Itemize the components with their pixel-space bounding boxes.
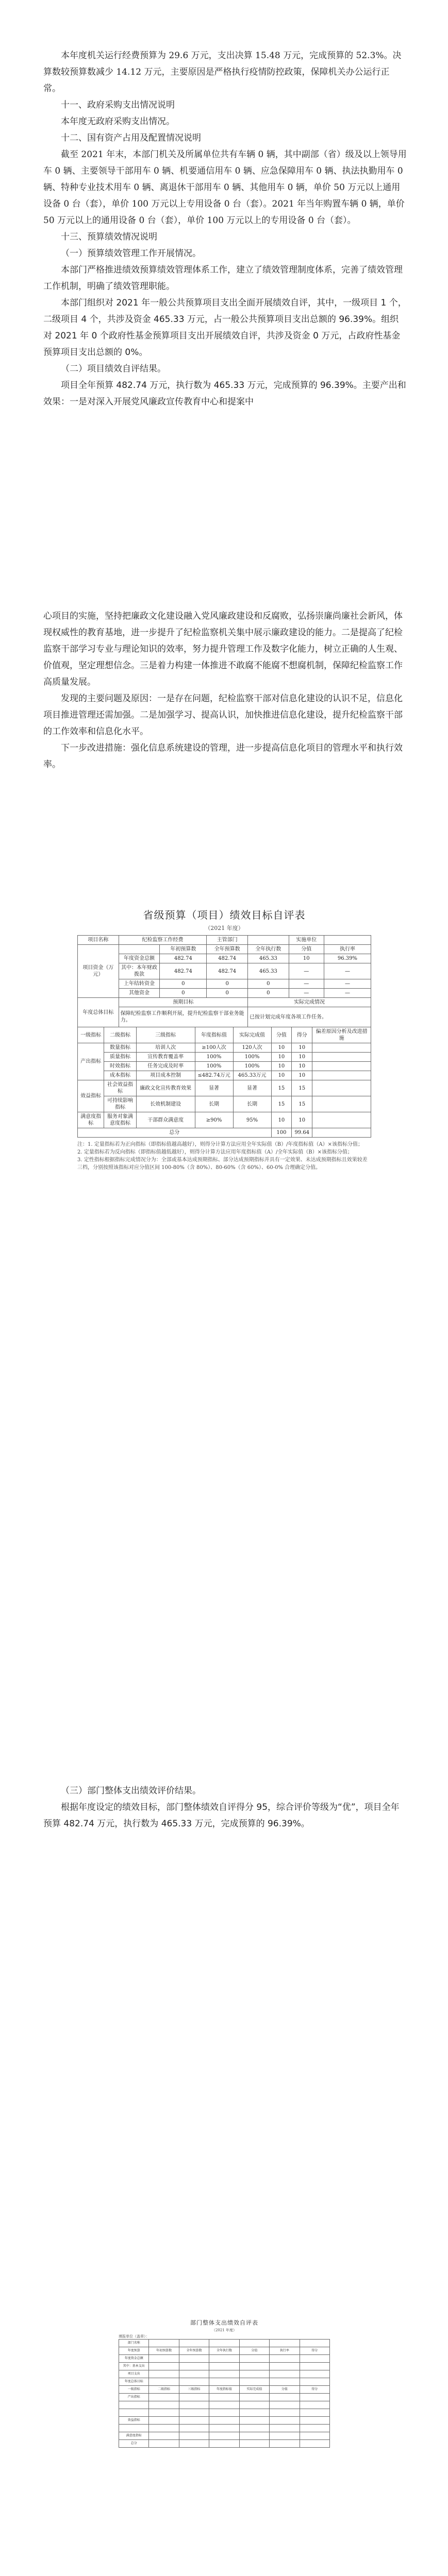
table-cell: 482.74	[160, 963, 207, 979]
page-gap	[31, 482, 417, 590]
table-cell: 得分	[300, 2386, 329, 2394]
table-cell: 10	[292, 1053, 312, 1062]
table-cell: 执行率	[324, 945, 371, 954]
table-row	[78, 1128, 371, 1138]
table-cell	[119, 2409, 149, 2417]
table-cell: 15	[271, 1080, 292, 1096]
table-cell: 廉政文化宣传教育效果	[136, 1080, 195, 1096]
table-cell	[312, 1080, 371, 1096]
table-cell: 总分	[78, 1128, 272, 1138]
table-cell: 二级指标	[104, 1027, 137, 1043]
heading: （一）预算绩效管理工作开展情况。	[61, 248, 201, 259]
table-subtitle: （2021 年度）	[211, 2328, 237, 2332]
heading: （二）项目绩效自评结果。	[61, 364, 166, 374]
table-cell	[312, 1043, 371, 1053]
table-cell: 10	[271, 1062, 292, 1071]
table-cell: 项目资金（万元）	[78, 945, 119, 998]
table-cell: 可持续影响指标	[104, 1096, 137, 1112]
table-cell: —	[324, 989, 371, 998]
table-cell	[119, 945, 160, 954]
table-cell	[312, 1128, 371, 1138]
table-cell	[300, 2409, 329, 2417]
table-cell: 100%	[195, 1062, 233, 1071]
table-cell	[209, 2394, 239, 2401]
table-cell: 482.74	[207, 954, 248, 963]
table-row	[119, 2440, 330, 2448]
table-row	[119, 2378, 330, 2386]
paragraph: 下一步改进措施：强化信息系统建设的管理，进一步提高信息化项目的管理水平和执行效率。	[43, 743, 403, 770]
table-cell	[312, 1096, 371, 1112]
table-cell	[300, 2425, 329, 2432]
table-note: 3. 定性指标根据指标完成情况分为：全部或基本达成预期指标、部分达成预期指标并具有一定效果、未达成预期指标且效果较差三档，分别按照该指标对应分值区间 100-80%（含 80%）、80-60%（含 60%）、60-0% 合理确定分值。	[77, 1157, 368, 1171]
table-cell: 已按计划完成年度各项工作任务。	[248, 1007, 371, 1027]
table-row	[78, 954, 371, 963]
table-cell: 实际完成情况	[248, 998, 371, 1007]
table-cell: 服务对象满意度指标	[104, 1112, 137, 1128]
table-cell: 其中：基本支出	[119, 2363, 149, 2370]
table-cell	[179, 2370, 209, 2378]
table-cell	[300, 2440, 329, 2448]
table-cell: 三级指标	[179, 2386, 209, 2394]
table-row	[78, 1112, 371, 1128]
table-cell: 全年预算数	[179, 2347, 209, 2355]
table-cell: 15	[292, 1096, 312, 1112]
table-cell: 二级指标	[149, 2386, 179, 2394]
table-cell: 0	[207, 989, 248, 998]
table-cell: 长效机制建设	[136, 1096, 195, 1112]
paragraph: 本部门严格推进绩效预算绩效管理体系工作，建立了绩效管理制度体系，完善了绩效管理工作机制，明确了绩效管理职能。	[43, 265, 403, 292]
table-cell	[300, 2432, 329, 2440]
table-cell: 其他资金	[119, 989, 160, 998]
table-cell	[270, 2401, 300, 2409]
table-cell	[149, 2340, 179, 2347]
table-row	[119, 2386, 330, 2394]
table-cell: 实际完成值	[233, 1027, 271, 1043]
table-cell	[149, 2409, 179, 2417]
table-cell	[149, 2363, 179, 2370]
table-row	[78, 998, 371, 1007]
table-row	[119, 2363, 330, 2370]
table-cell	[300, 2370, 329, 2378]
table-cell: 任务完成及时率	[136, 1062, 195, 1071]
table-cell	[149, 2432, 179, 2440]
table-cell	[179, 2432, 209, 2440]
table-cell: 96.39%	[324, 954, 371, 963]
table-cell: 100%	[233, 1053, 271, 1062]
table-row	[78, 1096, 371, 1112]
paragraph: 发现的主要问题及原因：一是存在问题，纪检监察干部对信息化建设的认识不足，信息化项目推进管理还需加强。二是加强学习、提高认识，加快推进信息化建设，提升纪检监察干部的工作效率和信息化水平。	[43, 693, 403, 737]
table-cell: 得分	[300, 2347, 329, 2355]
table-cell	[239, 2394, 269, 2401]
table-row	[78, 979, 371, 989]
table-cell: 10	[292, 1043, 312, 1053]
table-cell: 保障纪检监察工作顺利开展，提升纪检监察干部业务能力。	[119, 1007, 247, 1027]
table-cell	[239, 2378, 269, 2386]
table-cell: 10	[271, 1071, 292, 1080]
table-cell: 全年执行数	[209, 2347, 239, 2355]
table-cell	[270, 2417, 300, 2425]
table-cell: 465.33	[248, 963, 289, 979]
table-cell: 10	[271, 1053, 292, 1062]
table-cell: 0	[160, 979, 207, 989]
table-cell: 项目名称	[78, 936, 119, 945]
table-cell	[209, 2370, 239, 2378]
table-cell: 10	[292, 1071, 312, 1080]
heading: 十二、国有资产占用及配置情况说明	[61, 133, 201, 143]
table-cell: 数量指标	[104, 1043, 137, 1053]
paragraph: 心项目的实施，坚持把廉政文化建设融入党风廉政建设和反腐败，弘扬崇廉尚廉社会新风，体现权威性的教育基地，进一步提升了纪检监察机关集中展示廉政建设的能力。二是提高了纪检监察干部学习专业与理论知识的效率，努力提升管理工作及数字化能力，树立正确的人生观、价值观，坚定理想信念。三是着力构建一体推进不敢腐不能腐不想腐机制，保障纪检监察工作高质量发展。	[43, 611, 403, 687]
performance-table-1	[77, 907, 371, 1172]
table-cell	[300, 2340, 329, 2347]
table-cell	[312, 1053, 371, 1062]
table-cell: 纪检监察工作经费	[119, 936, 207, 945]
table-cell: 一级指标	[78, 1027, 104, 1043]
table-cell: 实际完成值	[239, 2386, 269, 2394]
table-row	[119, 2401, 330, 2409]
table-cell: 482.74	[207, 963, 248, 979]
table-cell: 总分	[119, 2440, 149, 2448]
table-cell	[149, 2378, 179, 2386]
table-cell: 95%	[233, 1112, 271, 1128]
table-cell	[270, 2370, 300, 2378]
table-cell	[270, 2440, 300, 2448]
table-cell: 年度总体目标	[78, 998, 119, 1027]
table-cell	[239, 2370, 269, 2378]
table-cell: 显著	[233, 1080, 271, 1096]
table	[77, 935, 371, 1027]
table-cell: 产出指标	[78, 1043, 104, 1080]
table-cell: 分值	[289, 945, 324, 954]
table-row	[119, 2340, 330, 2347]
table-cell	[149, 2370, 179, 2378]
table-cell: 显著	[195, 1080, 233, 1096]
table-cell: ≥90%	[195, 1112, 233, 1128]
table-cell: 预期目标	[119, 998, 247, 1007]
table-cell	[209, 2355, 239, 2363]
table-cell	[239, 2417, 269, 2425]
table-cell	[270, 2340, 300, 2347]
table-cell: 10	[292, 1112, 312, 1128]
table-cell	[179, 2394, 209, 2401]
table-cell: 偏差原因分析及改进措施	[312, 1027, 371, 1043]
table-cell	[239, 2409, 269, 2417]
table-cell: 0	[248, 989, 289, 998]
table-cell: 社会效益指标	[104, 1080, 137, 1096]
table-cell	[149, 2425, 179, 2432]
table-cell: 0	[160, 989, 207, 998]
table-cell: —	[324, 963, 371, 979]
table-cell	[300, 2394, 329, 2401]
table-cell: 长期	[195, 1096, 233, 1112]
table-cell: 年度指标值	[209, 2386, 239, 2394]
table-cell: 年度资金总额	[119, 954, 160, 963]
table-cell: 0	[207, 979, 248, 989]
table-title: 部门整体支出绩效自评表	[190, 2319, 258, 2326]
table-cell: 长期	[233, 1096, 271, 1112]
table-cell	[149, 2401, 179, 2409]
table-cell	[209, 2417, 239, 2425]
table-cell	[179, 2440, 209, 2448]
table-cell	[239, 2440, 269, 2448]
table-cell: —	[289, 963, 324, 979]
text-block-1	[43, 47, 407, 410]
table-cell: 得分	[292, 1027, 312, 1043]
table-cell: 年初预算数	[149, 2347, 179, 2355]
table-cell: ≥100人次	[195, 1043, 233, 1053]
table-cell	[300, 2378, 329, 2386]
table-cell: 15	[292, 1080, 312, 1096]
table-subtitle: （2021 年度）	[205, 925, 244, 931]
table-row	[78, 945, 371, 954]
table-cell	[179, 2401, 209, 2409]
table-cell: 上年结转资金	[119, 979, 160, 989]
table-cell: 项目支出	[119, 2370, 149, 2378]
table-cell	[270, 2378, 300, 2386]
table-cell	[270, 2409, 300, 2417]
table-cell	[179, 2363, 209, 2370]
table-cell	[300, 2417, 329, 2425]
table-row	[119, 2417, 330, 2425]
table-cell: 其中：本年财政拨款	[119, 963, 160, 979]
table-cell	[209, 2432, 239, 2440]
table-cell	[179, 2417, 209, 2425]
table-cell	[300, 2401, 329, 2409]
table-note: 2. 定量指标若为反向指标（即指标值越低越好），则得分计算方法应用年度指标值（A）/全年实际值（B）×该指标分值；	[77, 1149, 353, 1155]
table-cell	[239, 2363, 269, 2370]
paragraph: 本年度机关运行经费预算为 29.6 万元，支出决算 15.48 万元，完成预算的 52.3%。决算数较预算数减少 14.12 万元，主要原因是严格执行疫情防控政策，保障机关办公运行正常。	[43, 50, 402, 94]
table-cell: 分值	[270, 2386, 300, 2394]
table-cell: 年度指标值	[195, 1027, 233, 1043]
table-cell: 年度总体目标	[119, 2378, 149, 2386]
table-row	[119, 2370, 330, 2378]
table-cell	[239, 2355, 269, 2363]
table-cell: 部门名称	[119, 2340, 149, 2347]
text-block-2	[43, 608, 407, 773]
table-cell: 0	[248, 979, 289, 989]
table-cell	[270, 2425, 300, 2432]
table-cell	[119, 2425, 149, 2432]
table-row	[78, 1053, 371, 1062]
table-cell	[209, 2340, 239, 2347]
table-cell: 三级指标	[136, 1027, 195, 1043]
table-cell	[300, 2355, 329, 2363]
table-cell: 465.33	[248, 954, 289, 963]
table-cell: 全年执行数	[248, 945, 289, 954]
table-cell	[209, 2440, 239, 2448]
table-row	[119, 2347, 330, 2355]
table-row	[119, 2432, 330, 2440]
paragraph: 项目全年预算 482.74 万元，执行数为 465.33 万元，完成预算的 96.39%。主要产出和效果：一是对深入开展党风廉政宣传教育中心和提案中	[43, 380, 406, 407]
table-cell	[239, 2340, 269, 2347]
table-cell: 99.64	[292, 1128, 312, 1138]
table-cell	[270, 2363, 300, 2370]
table-cell: 15	[271, 1096, 292, 1112]
table-row	[78, 936, 371, 945]
table-cell: 分值	[239, 2347, 269, 2355]
table-unit-line: 填报单位（盖章）：	[119, 2334, 150, 2338]
table-cell: 宣传教育覆盖率	[136, 1053, 195, 1062]
table-cell: —	[324, 979, 371, 989]
table-cell	[270, 2432, 300, 2440]
table-cell	[239, 2401, 269, 2409]
heading: （三）部门整体支出绩效评价结果。	[61, 1786, 201, 1796]
table-cell: 干部群众满意度	[136, 1112, 195, 1128]
table-cell: 120人次	[233, 1043, 271, 1053]
table-cell: 时效指标	[104, 1062, 137, 1071]
table-cell: 质量指标	[104, 1053, 137, 1062]
table	[77, 1027, 371, 1138]
table-cell: 10	[292, 1062, 312, 1071]
performance-table-2	[119, 2318, 330, 2448]
table-row	[78, 1027, 371, 1043]
table-row	[78, 1080, 371, 1096]
table-cell: 年初预算数	[160, 945, 207, 954]
table-cell: 全年预算数	[207, 945, 248, 954]
table-cell: 100	[271, 1128, 292, 1138]
heading: 十三、预算绩效情况说明	[61, 232, 157, 242]
table-row	[78, 1062, 371, 1071]
table	[119, 2339, 330, 2448]
table-row	[78, 963, 371, 979]
table-cell: —	[289, 989, 324, 998]
table-cell: 465.33万元	[233, 1071, 271, 1080]
text-block-3	[43, 1783, 407, 1832]
table-cell: 一级指标	[119, 2386, 149, 2394]
paragraph: 根据年度设定的绩效目标，部门整体绩效自评得分 95，综合评价等级为“优”，项目全年预算 482.74 万元，执行数为 465.33 万元，完成预算的 96.39%。	[43, 1802, 400, 1829]
paragraph: 本部门组织对 2021 年一般公共预算项目支出全面开展绩效自评，其中，一级项目 1 个，二级项目 4 个，共涉及资金 465.33 万元，占一般公共预算项目支出总额的 96.39%。组织对 2021 年 0 个政府性基金预算项目支出开展绩效自评，共涉及资金 0 万元，占政府性基金预算项目支出总额的 0%。	[43, 298, 407, 358]
table-cell	[312, 1071, 371, 1080]
table-row	[78, 1043, 371, 1053]
table-cell: 满意度指标	[78, 1112, 104, 1128]
table-cell	[209, 2378, 239, 2386]
heading: 十一、政府采购支出情况说明	[61, 100, 175, 110]
table-cell: 培训人次	[136, 1043, 195, 1053]
table-cell	[324, 936, 371, 945]
table-cell	[149, 2440, 179, 2448]
table-cell: 10	[289, 954, 324, 963]
table-cell	[179, 2378, 209, 2386]
table-cell: 效益指标	[78, 1080, 104, 1112]
table-row	[119, 2409, 330, 2417]
table-title: 省级预算（项目）绩效目标自评表	[143, 909, 306, 921]
table-cell	[209, 2363, 239, 2370]
table-cell	[179, 2409, 209, 2417]
table-cell: 482.74	[160, 954, 207, 963]
table-cell: 10	[271, 1112, 292, 1128]
table-cell	[270, 2355, 300, 2363]
table-cell	[149, 2417, 179, 2425]
table-cell: 年度预算	[119, 2347, 149, 2355]
paragraph: 截至 2021 年末，本部门机关及所属单位共有车辆 0 辆，其中副部（省）级及以上领导用车 0 辆、主要领导干部用车 0 辆、机要通信用车 0 辆、应急保障用车 0 辆、执法执勤用车 0 辆、特种专业技术用车 0 辆、离退休干部用车 0 辆、其他用车 0 辆，单价 50 万元以上通用设备 0 台（套），单价 100 万元以上专用设备 0 台（套）。2021 年当年购置车辆 0 辆，单价 50 万元以上的通用设备 0 台（套），单价 100 万元以上的专用设备 0 台（套）。	[43, 149, 407, 226]
table-cell	[209, 2425, 239, 2432]
table-cell: 主管部门	[207, 936, 248, 945]
table-cell: 10	[271, 1043, 292, 1053]
table-row	[78, 1071, 371, 1080]
table-cell	[179, 2355, 209, 2363]
paragraph: 本年度无政府采购支出情况。	[61, 116, 175, 127]
table-cell	[179, 2340, 209, 2347]
table-cell	[149, 2355, 179, 2363]
table-row	[78, 989, 371, 998]
table-cell: 产出指标	[119, 2394, 149, 2401]
table-cell	[209, 2401, 239, 2409]
table-row	[78, 1007, 371, 1027]
table-cell	[179, 2425, 209, 2432]
table-cell: 满意度指标	[119, 2432, 149, 2440]
table-cell	[119, 2401, 149, 2409]
table-cell: 分值	[271, 1027, 292, 1043]
table-cell: 年度资金总额	[119, 2355, 149, 2363]
table-cell	[312, 1112, 371, 1128]
table-cell	[248, 936, 289, 945]
table-cell	[209, 2409, 239, 2417]
table-cell: ≤482.74万元	[195, 1071, 233, 1080]
table-row	[119, 2394, 330, 2401]
table-cell: 执行率	[270, 2347, 300, 2355]
table-cell: 100%	[233, 1062, 271, 1071]
table-cell	[239, 2432, 269, 2440]
table-cell	[239, 2425, 269, 2432]
table-cell	[270, 2394, 300, 2401]
table-cell	[149, 2394, 179, 2401]
table-cell: 100%	[195, 1053, 233, 1062]
table-cell: 项目成本控制	[136, 1071, 195, 1080]
table-cell: 效益指标	[119, 2417, 149, 2425]
table-row	[119, 2355, 330, 2363]
table-cell	[312, 1062, 371, 1071]
table-cell: 成本指标	[104, 1071, 137, 1080]
table-cell: —	[289, 979, 324, 989]
table-cell	[300, 2363, 329, 2370]
table-row	[119, 2425, 330, 2432]
table-note: 注：1. 定量指标若为正向指标（即指标值越高越好），则得分计算方法应用全年实际值（B）/年度指标值（A）×该指标分值；	[77, 1142, 363, 1147]
table-cell: 实施单位	[289, 936, 324, 945]
